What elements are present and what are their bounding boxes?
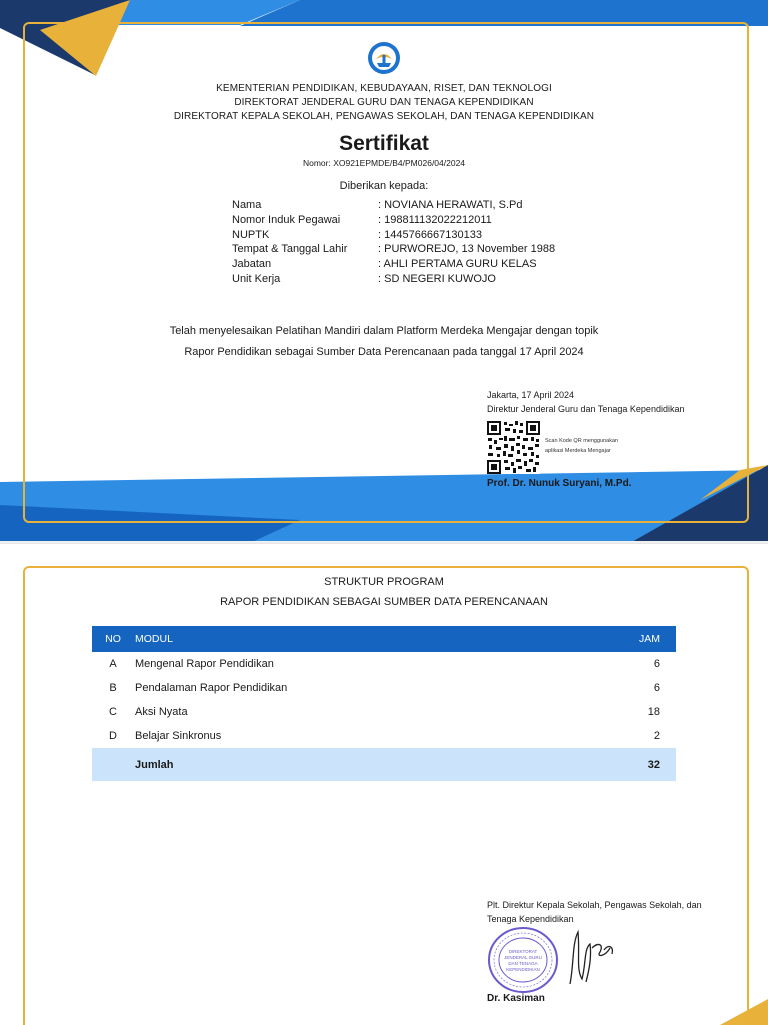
column-no: NO xyxy=(92,626,134,652)
qr-code-icon xyxy=(487,421,540,474)
total-no xyxy=(92,748,134,781)
total-jam: 32 xyxy=(599,748,676,781)
program-heading-block xyxy=(0,572,768,612)
tut-wuri-handayani-logo xyxy=(367,41,401,75)
module-table xyxy=(92,626,676,781)
statement-line-2: Rapor Pendidikan sebagai Sumber Data Perencanaan pada tanggal 17 April 2024 xyxy=(184,346,584,358)
ministry-line-3: DIREKTORAT KEPALA SEKOLAH, PENGAWAS SEKOLAH, DAN TENAGA KEPENDIDIKAN xyxy=(173,111,595,122)
column-modul: MODUL xyxy=(134,626,599,652)
info-row xyxy=(232,228,555,243)
info-row xyxy=(232,213,555,228)
ministry-header xyxy=(0,82,768,124)
row-modul: Aksi Nyata xyxy=(135,706,188,718)
program-signer-name: Dr. Kasiman xyxy=(487,993,545,1004)
stamp-text-4: KEPENDIDIKAN xyxy=(506,967,540,972)
row-no: D xyxy=(109,730,117,742)
table-row xyxy=(92,676,676,700)
info-label: Tempat & Tanggal Lahir xyxy=(232,243,348,256)
ministry-line-1: KEMENTERIAN PENDIDIKAN, KEBUDAYAAN, RISET, DAN TEKNOLOGI xyxy=(216,83,552,94)
row-modul: Mengenal Rapor Pendidikan xyxy=(135,658,274,670)
program-signer-title-line-2: Tenaga Kependidikan xyxy=(487,914,574,924)
row-jam: 6 xyxy=(653,658,660,670)
handwritten-signature xyxy=(560,924,620,990)
program-signer-title xyxy=(487,898,702,926)
certificate-number: Nomor: XO921EPMDE/B4/PM026/04/2024 xyxy=(302,158,466,168)
info-value: : SD NEGERI KUWOJO xyxy=(378,272,496,285)
table-row xyxy=(92,652,676,676)
row-modul: Belajar Sinkronus xyxy=(135,730,222,742)
table-total-row xyxy=(92,748,676,781)
row-jam: 6 xyxy=(653,682,660,694)
info-value: : PURWOREJO, 13 November 1988 xyxy=(378,243,556,256)
given-to-label: Diberikan kepada: xyxy=(339,180,429,192)
stamp-text-2: JENDERAL GURU xyxy=(504,955,542,960)
official-stamp-icon xyxy=(487,926,559,994)
info-row xyxy=(232,198,555,213)
info-label: Unit Kerja xyxy=(232,272,281,285)
info-row xyxy=(232,257,555,272)
info-row xyxy=(232,242,555,257)
recipient-info xyxy=(232,198,555,287)
stamp-text-1: DIREKTORAT xyxy=(508,949,538,954)
table-row xyxy=(92,700,676,724)
certificate-title: Sertifikat xyxy=(339,132,429,155)
row-no: B xyxy=(109,682,117,694)
place-date: Jakarta, 17 April 2024 xyxy=(487,390,575,400)
program-heading: STRUKTUR PROGRAM xyxy=(324,576,444,588)
column-jam: JAM xyxy=(599,626,676,652)
ministry-line-2: DIREKTORAT JENDERAL GURU DAN TENAGA KEPENDIDIKAN xyxy=(234,97,534,108)
qr-note-line-1: Scan Kode QR menggunakan xyxy=(545,438,619,444)
info-row xyxy=(232,272,555,287)
row-modul: Pendalaman Rapor Pendidikan xyxy=(135,682,288,694)
signer-name: Prof. Dr. Nunuk Suryani, M.Pd. xyxy=(487,478,632,489)
program-signer-title-line-1: Plt. Direktur Kepala Sekolah, Pengawas Sekolah, dan xyxy=(487,900,702,910)
table-header-row xyxy=(92,626,676,652)
info-label: Nomor Induk Pegawai xyxy=(232,213,341,226)
completion-statement xyxy=(0,321,768,363)
program-page xyxy=(0,543,768,1025)
qr-note xyxy=(545,436,618,456)
info-label: NUPTK xyxy=(232,228,270,241)
row-jam: 18 xyxy=(647,706,660,718)
stamp-text-3: DAN TENAGA xyxy=(508,961,538,966)
signature-block xyxy=(487,388,684,416)
table-row xyxy=(92,724,676,748)
total-label: Jumlah xyxy=(134,748,599,781)
statement-line-1: Telah menyelesaikan Pelatihan Mandiri dalam Platform Merdeka Mengajar dengan topik xyxy=(169,325,599,337)
info-value: : 1445766667130133 xyxy=(378,228,482,241)
info-value: : 198811132022212011 xyxy=(378,213,492,226)
signer-title: Direktur Jenderal Guru dan Tenaga Kependidikan xyxy=(487,404,685,414)
info-value: : NOVIANA HERAWATI, S.Pd xyxy=(378,199,523,211)
row-no: A xyxy=(109,658,117,670)
row-jam: 2 xyxy=(653,730,660,742)
qr-note-line-2: aplikasi Merdeka Mengajar xyxy=(545,448,611,454)
info-value: : AHLI PERTAMA GURU KELAS xyxy=(378,258,537,271)
info-label: Jabatan xyxy=(232,258,272,271)
row-no: C xyxy=(109,706,117,718)
info-label: Nama xyxy=(232,199,262,211)
program-subheading: RAPOR PENDIDIKAN SEBAGAI SUMBER DATA PERENCANAAN xyxy=(220,596,548,608)
